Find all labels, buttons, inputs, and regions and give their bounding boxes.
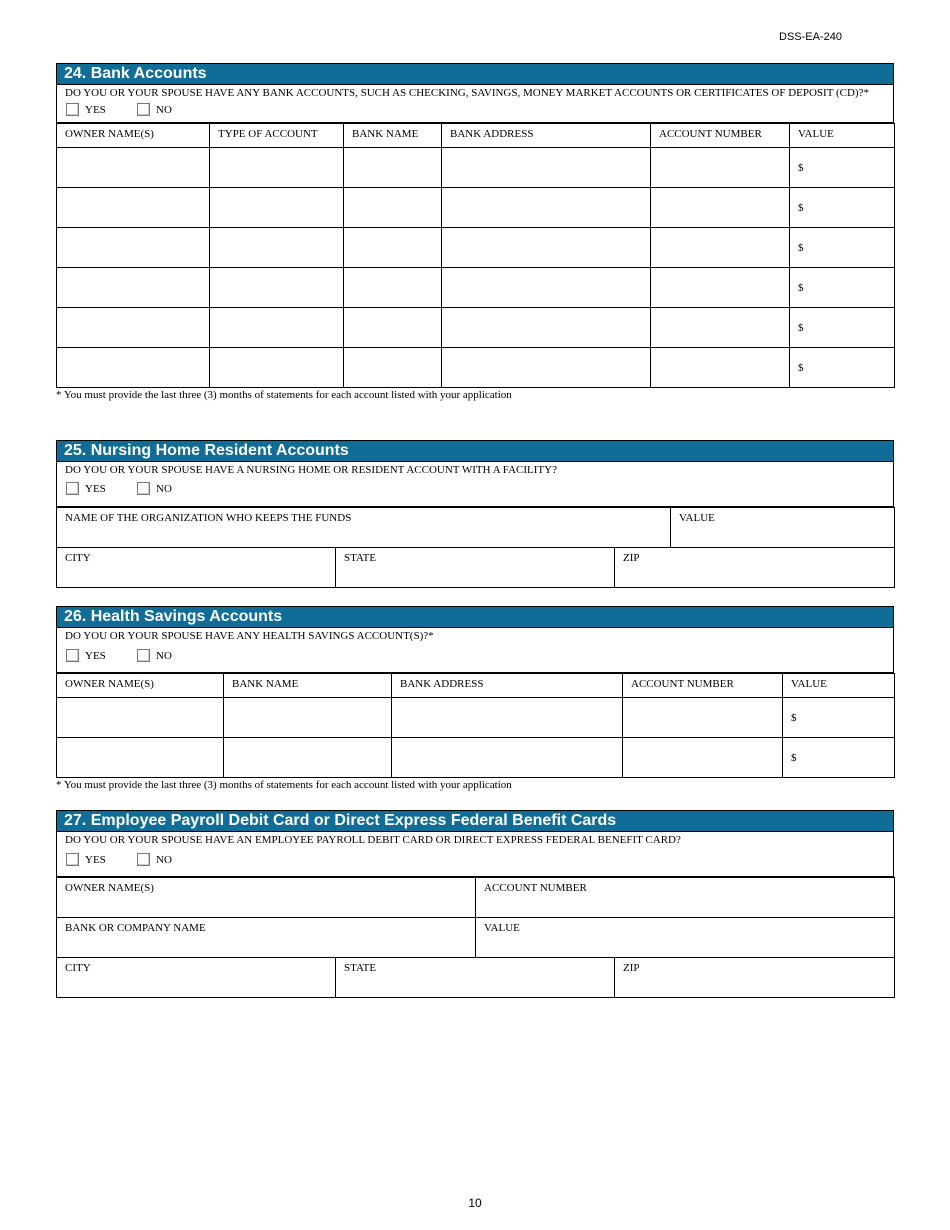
- table-cell[interactable]: [224, 738, 392, 778]
- table-cell[interactable]: [651, 188, 790, 228]
- city-label: CITY: [65, 552, 91, 564]
- table-cell[interactable]: [651, 148, 790, 188]
- question-box: [56, 832, 894, 877]
- table-cell[interactable]: [344, 308, 442, 348]
- table-row: [57, 348, 895, 388]
- column-header: ACCOUNT NUMBER: [651, 124, 790, 148]
- table-header-row: [57, 124, 895, 148]
- organization-label: NAME OF THE ORGANIZATION WHO KEEPS THE FUNDS: [65, 512, 352, 524]
- value-label: VALUE: [679, 512, 715, 524]
- table-cell[interactable]: [210, 308, 344, 348]
- table-cell[interactable]: [224, 698, 392, 738]
- table-cell[interactable]: [623, 738, 783, 778]
- table-cell[interactable]: [57, 738, 224, 778]
- table-cell[interactable]: [344, 148, 442, 188]
- question-box: [56, 628, 894, 673]
- dollar-sign: $: [798, 361, 804, 374]
- no-checkbox[interactable]: [137, 482, 150, 495]
- yes-checkbox[interactable]: [66, 482, 79, 495]
- no-checkbox[interactable]: [137, 103, 150, 116]
- table-cell[interactable]: [57, 698, 224, 738]
- no-label: NO: [156, 483, 172, 495]
- value-field[interactable]: [476, 918, 895, 958]
- statement-note: * You must provide the last three (3) months of statements for each account listed with your application: [56, 779, 512, 791]
- section-title: 26. Health Savings Accounts: [56, 606, 894, 628]
- table-cell[interactable]: [783, 738, 895, 778]
- dollar-sign: $: [798, 201, 804, 214]
- no-checkbox[interactable]: [137, 649, 150, 662]
- table-cell[interactable]: [344, 188, 442, 228]
- table-cell[interactable]: [57, 308, 210, 348]
- owner-name-label: OWNER NAME(S): [65, 882, 154, 894]
- column-header: OWNER NAME(S): [57, 124, 210, 148]
- no-checkbox[interactable]: [137, 853, 150, 866]
- column-header: TYPE OF ACCOUNT: [210, 124, 344, 148]
- yes-no-group: [57, 100, 893, 122]
- table-header-row: [57, 674, 895, 698]
- statement-note: * You must provide the last three (3) months of statements for each account listed with your application: [56, 389, 512, 401]
- table-cell[interactable]: [790, 268, 895, 308]
- table-row: [57, 188, 895, 228]
- page-number: 10: [468, 1196, 482, 1210]
- dollar-sign: $: [791, 751, 797, 764]
- table-row: [57, 268, 895, 308]
- zip-field[interactable]: [615, 958, 895, 998]
- section-payroll-debit-cards: [56, 810, 894, 998]
- city-field[interactable]: [57, 958, 336, 998]
- column-header: VALUE: [790, 124, 895, 148]
- nursing-home-fields: [56, 507, 895, 588]
- table-cell[interactable]: [57, 268, 210, 308]
- health-savings-table: [56, 673, 895, 778]
- dollar-sign: $: [798, 281, 804, 294]
- table-row: [57, 738, 895, 778]
- account-number-field[interactable]: [476, 878, 895, 918]
- no-label: NO: [156, 650, 172, 662]
- table-cell[interactable]: [790, 228, 895, 268]
- section-title: 24. Bank Accounts: [56, 63, 894, 85]
- table-row: [57, 228, 895, 268]
- table-cell[interactable]: [783, 698, 895, 738]
- table-cell[interactable]: [790, 308, 895, 348]
- table-cell[interactable]: [442, 348, 651, 388]
- column-header: ACCOUNT NUMBER: [623, 674, 783, 698]
- table-row: [57, 698, 895, 738]
- question-text: DO YOU OR YOUR SPOUSE HAVE AN EMPLOYEE PAYROLL DEBIT CARD OR DIRECT EXPRESS FEDERAL BENEFIT CARD?: [65, 834, 681, 846]
- yes-label: YES: [85, 104, 106, 116]
- yes-label: YES: [85, 483, 106, 495]
- table-cell[interactable]: [442, 188, 651, 228]
- dollar-sign: $: [798, 161, 804, 174]
- section-title: 25. Nursing Home Resident Accounts: [56, 440, 894, 462]
- column-header: BANK NAME: [344, 124, 442, 148]
- question-text: DO YOU OR YOUR SPOUSE HAVE ANY BANK ACCOUNTS, SUCH AS CHECKING, SAVINGS, MONEY MARKET ACCOUNTS OR CERTIFICATES OF DEPOSIT (CD)?*: [65, 87, 869, 99]
- account-number-label: ACCOUNT NUMBER: [484, 882, 587, 894]
- table-cell[interactable]: [392, 698, 623, 738]
- table-row: [57, 308, 895, 348]
- table-cell[interactable]: [442, 268, 651, 308]
- organization-field[interactable]: [57, 508, 671, 548]
- dollar-sign: $: [798, 241, 804, 254]
- column-header: VALUE: [783, 674, 895, 698]
- yes-label: YES: [85, 854, 106, 866]
- state-field[interactable]: [336, 958, 615, 998]
- column-header: BANK ADDRESS: [442, 124, 651, 148]
- column-header: BANK NAME: [224, 674, 392, 698]
- section-title: 27. Employee Payroll Debit Card or Direct Express Federal Benefit Cards: [56, 810, 894, 832]
- dollar-sign: $: [791, 711, 797, 724]
- table-cell[interactable]: [651, 268, 790, 308]
- question-box: [56, 85, 894, 123]
- table-cell[interactable]: [57, 228, 210, 268]
- question-box: [56, 462, 894, 507]
- zip-field[interactable]: [615, 548, 895, 588]
- city-field[interactable]: [57, 548, 336, 588]
- zip-label: ZIP: [623, 552, 640, 564]
- section-health-savings-accounts: [56, 606, 894, 792]
- form-id: DSS-EA-240: [779, 31, 842, 43]
- table-cell[interactable]: [210, 348, 344, 388]
- section-nursing-home-accounts: [56, 440, 894, 588]
- bank-accounts-table: [56, 123, 895, 388]
- city-label: CITY: [65, 962, 91, 974]
- payroll-card-fields: [56, 877, 895, 998]
- table-cell[interactable]: [623, 698, 783, 738]
- table-cell[interactable]: [392, 738, 623, 778]
- table-cell[interactable]: [210, 148, 344, 188]
- yes-checkbox[interactable]: [66, 103, 79, 116]
- table-row: [57, 148, 895, 188]
- table-cell[interactable]: [210, 228, 344, 268]
- table-cell[interactable]: [651, 228, 790, 268]
- table-cell[interactable]: [790, 348, 895, 388]
- dollar-sign: $: [798, 321, 804, 334]
- yes-checkbox[interactable]: [66, 853, 79, 866]
- table-cell[interactable]: [442, 148, 651, 188]
- bank-company-label: BANK OR COMPANY NAME: [65, 922, 206, 934]
- section-bank-accounts: [56, 63, 894, 402]
- value-label: VALUE: [484, 922, 520, 934]
- zip-label: ZIP: [623, 962, 640, 974]
- column-header: OWNER NAME(S): [57, 674, 224, 698]
- question-text: DO YOU OR YOUR SPOUSE HAVE A NURSING HOME OR RESIDENT ACCOUNT WITH A FACILITY?: [65, 464, 557, 476]
- table-cell[interactable]: [790, 188, 895, 228]
- owner-name-field[interactable]: [57, 878, 476, 918]
- table-cell[interactable]: [442, 228, 651, 268]
- table-cell[interactable]: [651, 348, 790, 388]
- yes-no-group: [57, 477, 893, 506]
- no-label: NO: [156, 104, 172, 116]
- table-cell[interactable]: [210, 268, 344, 308]
- table-cell[interactable]: [344, 348, 442, 388]
- state-field[interactable]: [336, 548, 615, 588]
- table-cell[interactable]: [210, 188, 344, 228]
- table-cell[interactable]: [651, 308, 790, 348]
- table-cell[interactable]: [57, 188, 210, 228]
- value-field[interactable]: [671, 508, 895, 548]
- yes-no-group: [57, 847, 893, 876]
- table-cell[interactable]: [57, 348, 210, 388]
- yes-no-group: [57, 643, 893, 672]
- table-cell[interactable]: [442, 308, 651, 348]
- table-cell[interactable]: [790, 148, 895, 188]
- state-label: STATE: [344, 962, 377, 974]
- table-cell[interactable]: [344, 268, 442, 308]
- no-label: NO: [156, 854, 172, 866]
- column-header: BANK ADDRESS: [392, 674, 623, 698]
- yes-label: YES: [85, 650, 106, 662]
- yes-checkbox[interactable]: [66, 649, 79, 662]
- state-label: STATE: [344, 552, 377, 564]
- table-cell[interactable]: [344, 228, 442, 268]
- bank-company-field[interactable]: [57, 918, 476, 958]
- table-cell[interactable]: [57, 148, 210, 188]
- question-text: DO YOU OR YOUR SPOUSE HAVE ANY HEALTH SAVINGS ACCOUNT(S)?*: [65, 630, 434, 642]
